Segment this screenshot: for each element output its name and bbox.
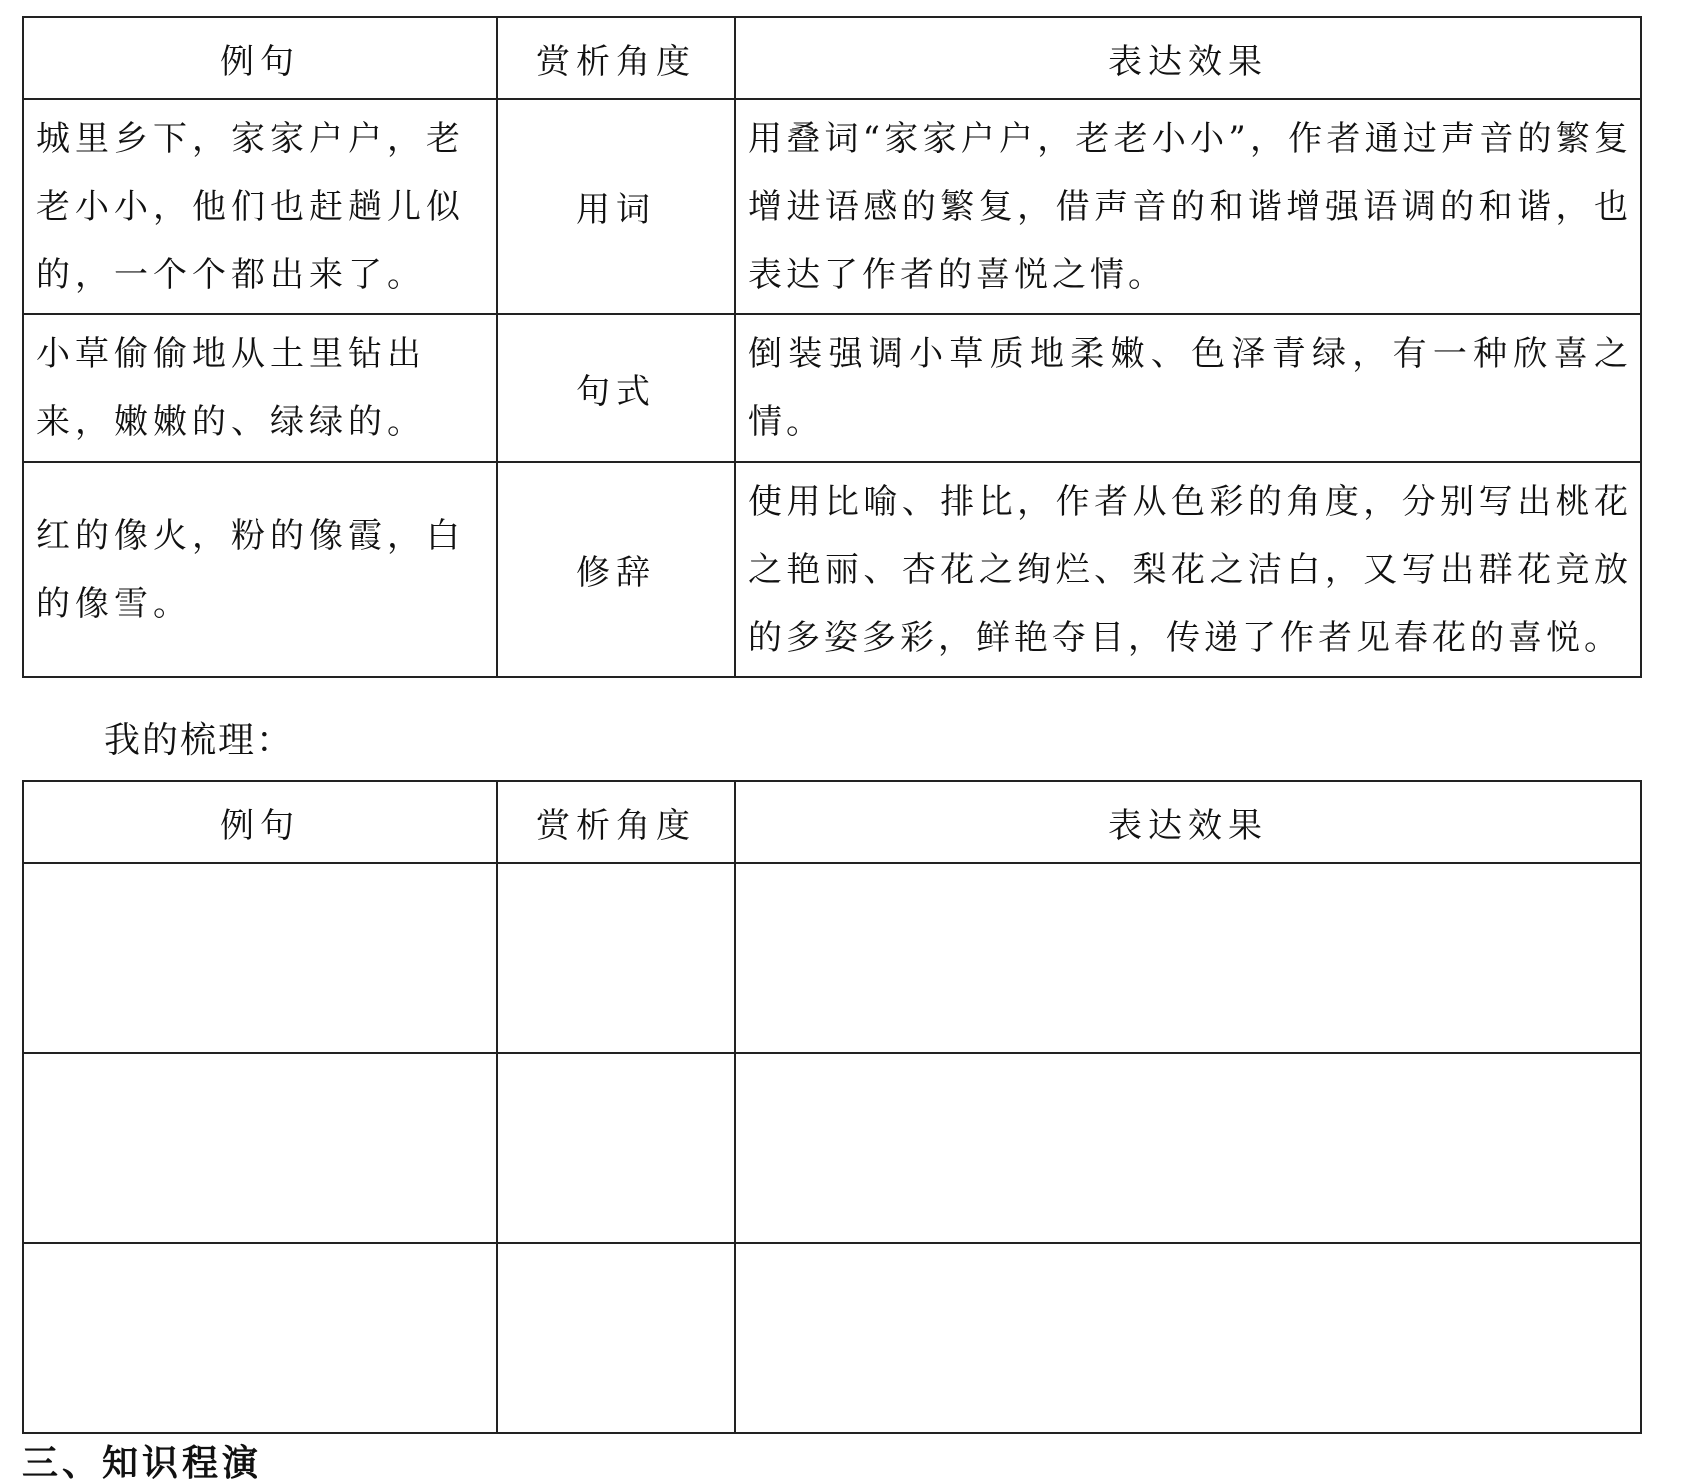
blank-effect-cell[interactable] <box>735 863 1641 1053</box>
blank-angle-cell[interactable] <box>497 863 735 1053</box>
header-angle: 赏析角度 <box>497 781 735 863</box>
blank-sentence-cell[interactable] <box>23 863 497 1053</box>
next-section-heading: 三、知识程演 <box>22 1443 263 1484</box>
table-row <box>23 1053 1641 1243</box>
analysis-angle-cell: 修辞 <box>497 462 735 677</box>
expression-effect-cell: 倒装强调小草质地柔嫩、色泽青绿，有一种欣喜之情。 <box>735 314 1641 462</box>
table-header-row <box>23 17 1641 99</box>
blank-angle-cell[interactable] <box>497 1243 735 1433</box>
example-sentence-cell: 城里乡下，家家户户，老老小小，他们也赶趟儿似的，一个个都出来了。 <box>23 99 497 314</box>
my-summary-table <box>22 780 1642 1434</box>
table-row <box>23 314 1641 462</box>
blank-sentence-cell[interactable] <box>23 1053 497 1243</box>
table-header-row <box>23 781 1641 863</box>
header-sentence: 例句 <box>23 781 497 863</box>
analysis-angle-cell: 句式 <box>497 314 735 462</box>
table-row <box>23 1243 1641 1433</box>
blank-effect-cell[interactable] <box>735 1243 1641 1433</box>
header-effect: 表达效果 <box>735 781 1641 863</box>
header-angle: 赏析角度 <box>497 17 735 99</box>
example-sentence-cell: 红的像火，粉的像霞，白的像雪。 <box>23 462 497 677</box>
table-row <box>23 99 1641 314</box>
example-sentence-cell: 小草偷偷地从土里钻出来，嫩嫩的、绿绿的。 <box>23 314 497 462</box>
table-row <box>23 462 1641 677</box>
analysis-angle-cell: 用词 <box>497 99 735 314</box>
blank-sentence-cell[interactable] <box>23 1243 497 1433</box>
expression-effect-cell: 用叠词“家家户户，老老小小”，作者通过声音的繁复增进语感的繁复，借声音的和谐增强语调的和谐，也表达了作者的喜悦之情。 <box>735 99 1641 314</box>
expression-effect-cell: 使用比喻、排比，作者从色彩的角度，分别写出桃花之艳丽、杏花之绚烂、梨花之洁白，又写出群花竞放的多姿多彩，鲜艳夺目，传递了作者见春花的喜悦。 <box>735 462 1641 677</box>
table-row <box>23 863 1641 1053</box>
header-sentence: 例句 <box>23 17 497 99</box>
example-analysis-table <box>22 16 1642 678</box>
my-summary-label: 我的梳理： <box>104 720 295 761</box>
blank-angle-cell[interactable] <box>497 1053 735 1243</box>
blank-effect-cell[interactable] <box>735 1053 1641 1243</box>
header-effect: 表达效果 <box>735 17 1641 99</box>
